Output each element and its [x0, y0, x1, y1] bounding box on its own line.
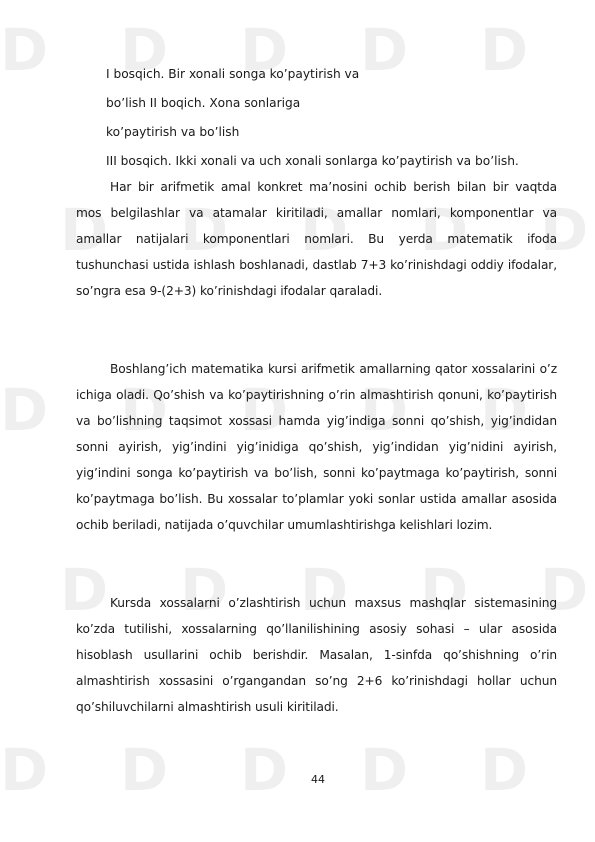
- svg-text:D: D: [300, 196, 349, 264]
- page-number: 44: [311, 773, 325, 786]
- svg-text:D: D: [120, 16, 169, 84]
- svg-text:D: D: [120, 736, 169, 804]
- svg-text:D: D: [540, 556, 589, 624]
- svg-text:D: D: [180, 196, 229, 264]
- svg-text:D: D: [0, 736, 49, 804]
- svg-text:D: D: [360, 376, 409, 444]
- svg-text:D: D: [480, 16, 529, 84]
- stage-line-3: ko’paytirish va bo’lish: [106, 125, 240, 139]
- svg-text:D: D: [300, 556, 349, 624]
- stage-line-1: I bosqich. Bir xonali songa ko’paytirish va: [106, 67, 360, 81]
- svg-text:D: D: [420, 556, 469, 624]
- svg-text:D: D: [120, 376, 169, 444]
- paragraph-2: Boshlang’ich matematika kursi arifmetik amallarning qator xossalarini o’z ichiga oladi. Qo’shish va ko’paytirishning o’rin almashtirish qonuni, ko’paytirish va bo’lishning taqsimot xossasi hamda yig’indiga sonni qo’shish, yig’indidan sonni ayirish, yig’indini yig’inidiga qo’shish, yig’indidan yig’nidini ayirish, yig’indini songa ko’paytirish va bo’lish, sonni ko’paytmaga ko’paytirish, sonni ko’paytmaga bo’lish. Bu xossalar to’plamlar yoki sonlar ustida amallar asosida ochib beriladi, natijada o’quvchilar umumlashtirishga kelishlari lozim.: [76, 362, 557, 532]
- svg-text:D: D: [240, 16, 289, 84]
- svg-text:D: D: [240, 376, 289, 444]
- svg-text:D: D: [0, 376, 49, 444]
- svg-text:D: D: [240, 736, 289, 804]
- paragraph-1: Har bir arifmetik amal konkret ma’nosini ochib berish bilan bir vaqtda mos belgilashlar va atamalar kiritiladi, amallar nomlari, komponentlar va amallar natijalari komponentlari nomlari. Bu yerda matematik ifoda tushunchasi ustida ishlash boshlanadi, dastlab 7+3 ko’rinishdagi oddiy ifodalar, so’ngra esa 9-(2+3) ko’rinishdagi ifodalar qaraladi.: [76, 180, 557, 298]
- svg-text:D: D: [60, 556, 109, 624]
- paragraph-3: Kursda xossalarni o’zlashtirish uchun maxsus mashqlar sistemasining ko’zda tutilishi, xossalarning qo’llanilishining asosiy sohasi – ular asosida hisoblash usullarini ochib berishdir. Masalan, 1-sinfda qo’shishning o’rin almashtirish xossasini o’rgangandan so’ng 2+6 ko’rinishdagi hollar uchun qo’shiluvchilarni almashtirish usuli kiritiladi.: [76, 596, 557, 714]
- svg-text:D: D: [180, 556, 229, 624]
- svg-text:D: D: [60, 196, 109, 264]
- svg-text:D: D: [480, 736, 529, 804]
- svg-text:D: D: [420, 196, 469, 264]
- svg-text:D: D: [0, 16, 49, 84]
- svg-text:D: D: [360, 16, 409, 84]
- stage-line-4: III bosqich. Ikki xonali va uch xonali sonlarga ko’paytirish va bo’lish.: [106, 154, 519, 168]
- svg-text:D: D: [360, 736, 409, 804]
- svg-text:D: D: [540, 196, 589, 264]
- svg-text:D: D: [480, 376, 529, 444]
- stage-line-2: bo’lish II boqich. Xona sonlariga: [106, 96, 301, 110]
